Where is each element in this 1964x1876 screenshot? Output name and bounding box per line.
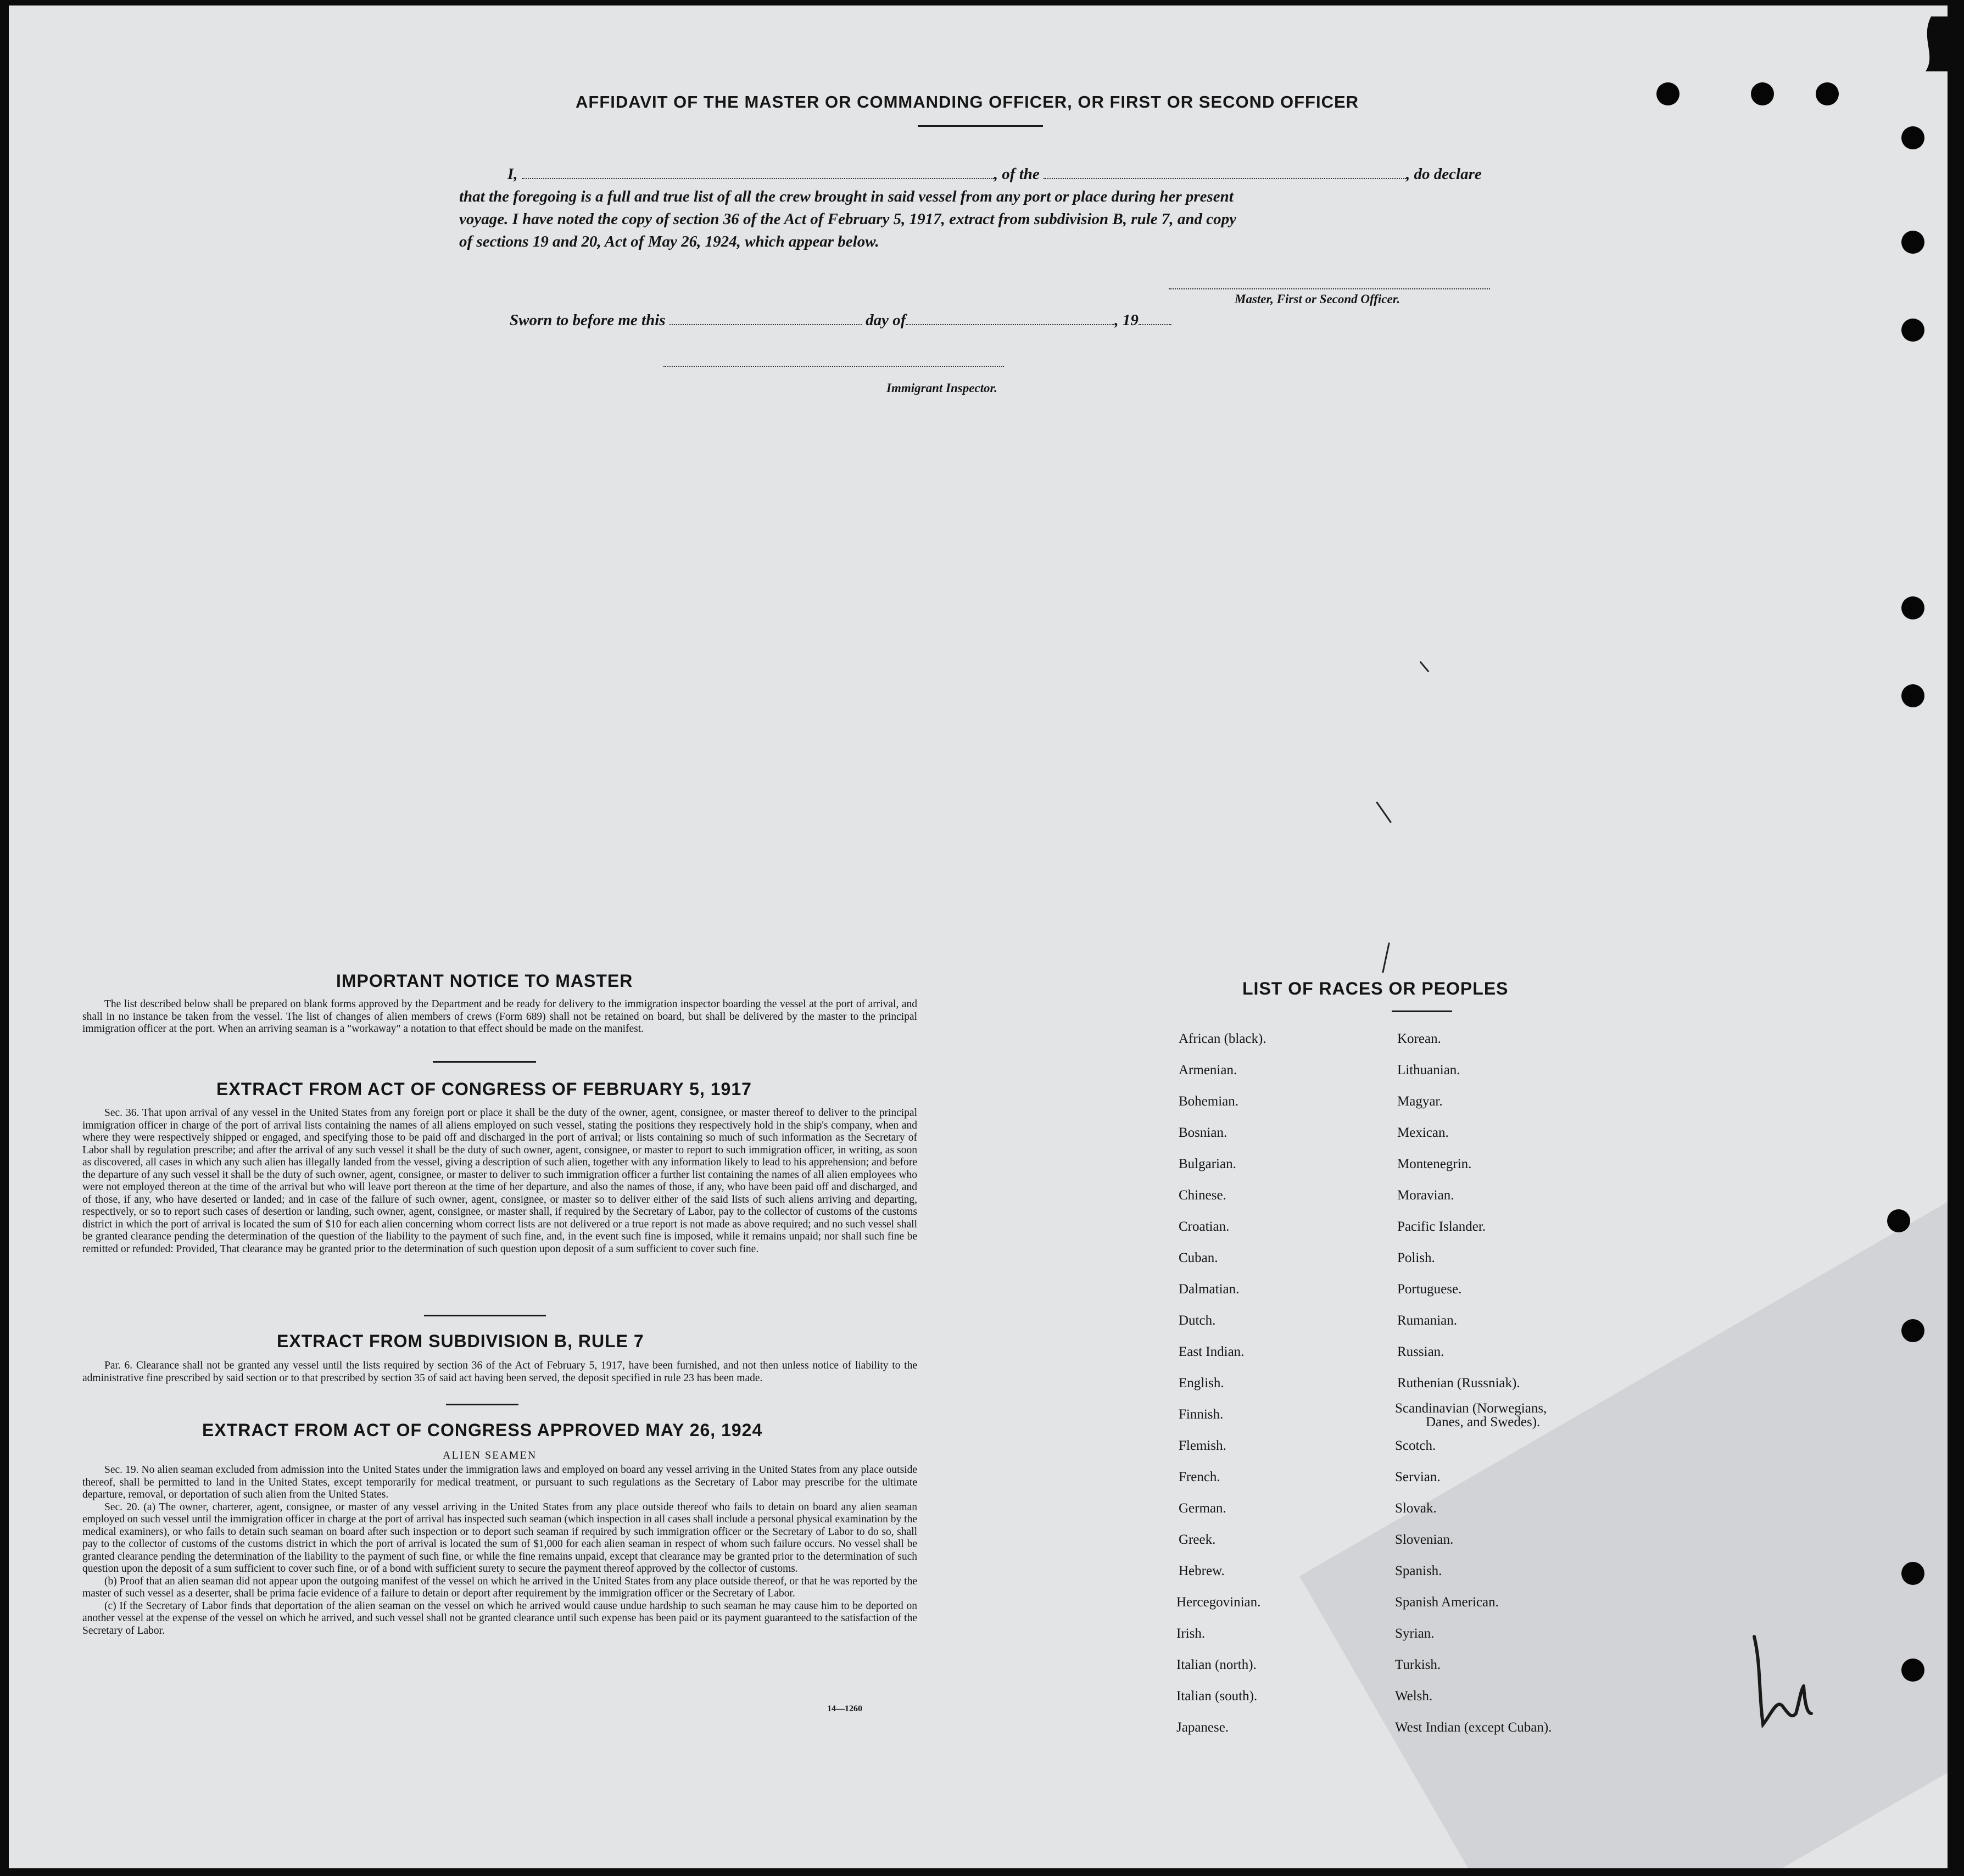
affidavit-of-label: , of the [994, 165, 1040, 183]
races-rule [1392, 1010, 1452, 1012]
race-item: Dalmatian. [1179, 1282, 1240, 1297]
race-item: African (black). [1179, 1031, 1266, 1046]
sec-19-paragraph: Sec. 19. No alien seaman excluded from admission into the United States under the immigration laws and employed on board any vessel arriving in the United States from any place outside thereof, shall be permitted to land in the United States, except temporarily for medical treatment, or pursuant to such regulations as the Secretary of Labor may prescribe for the ultimate departure, removal, or deportation of such alien from the United States. [82, 1464, 917, 1500]
race-item: Welsh. [1395, 1689, 1433, 1704]
sworn-label: Sworn to before me this [510, 311, 666, 329]
race-item: Moravian. [1397, 1188, 1454, 1203]
punch-hole [1901, 1659, 1924, 1682]
sworn-date-field[interactable] [669, 310, 862, 325]
sworn-year-field[interactable] [1139, 310, 1171, 325]
race-item: Dutch. [1179, 1313, 1216, 1328]
punch-hole [1901, 319, 1924, 342]
race-item: Scotch. [1395, 1438, 1436, 1453]
race-item: Russian. [1397, 1344, 1444, 1359]
affidavit-i-label: I, [507, 165, 518, 183]
punch-hole [1901, 1319, 1924, 1342]
race-item: Portuguese. [1397, 1282, 1462, 1297]
sec-20c-paragraph: (c) If the Secretary of Labor finds that deportation of the alien seaman on the vessel on which he arrived would cause undue hardship to such seaman he may cause him to be deported on another vessel at the expense of the vessel on which he arrived, and such vessel shall not be granted clearance until such expense has been paid or its payment guaranteed to the satisfaction of the Secretary of Labor. [82, 1600, 917, 1637]
race-item: East Indian. [1179, 1344, 1245, 1359]
act-1924-text [82, 1464, 917, 1637]
race-item: Mexican. [1397, 1125, 1449, 1140]
rule-7-title: EXTRACT FROM SUBDIVISION B, RULE 7 [277, 1331, 644, 1351]
race-item: German. [1179, 1501, 1226, 1516]
punch-hole [1901, 1562, 1924, 1585]
pen-mark [1420, 661, 1430, 672]
act-1917-text [82, 1107, 917, 1255]
race-item: Scandinavian (Norwegians, [1395, 1401, 1547, 1416]
race-item: Pacific Islander. [1397, 1219, 1486, 1234]
race-item: Finnish. [1179, 1407, 1224, 1422]
notice-title: IMPORTANT NOTICE TO MASTER [336, 971, 633, 991]
punch-hole [1901, 231, 1924, 254]
punch-hole [1816, 82, 1839, 105]
document-page [9, 5, 1948, 1868]
master-signature-line[interactable] [1169, 288, 1490, 289]
act-1917-rule [424, 1315, 546, 1316]
notice-text [82, 998, 917, 1036]
race-item: Danes, and Swedes). [1426, 1415, 1541, 1430]
punch-hole [1901, 126, 1924, 149]
race-item: Ruthenian (Russniak). [1397, 1376, 1520, 1391]
race-item: Greek. [1179, 1532, 1216, 1547]
race-item: Hebrew. [1179, 1564, 1225, 1578]
race-item: Spanish American. [1395, 1595, 1499, 1610]
race-item: Italian (south). [1176, 1689, 1258, 1704]
year-label: , 19 [1114, 311, 1139, 329]
punch-hole [1887, 1209, 1910, 1232]
race-item: Italian (north). [1176, 1657, 1257, 1672]
race-item: English. [1179, 1376, 1224, 1391]
rule-7-rule [446, 1404, 518, 1405]
inspector-signature-label: Immigrant Inspector. [886, 381, 997, 395]
race-item: Bohemian. [1179, 1094, 1239, 1109]
rule-7-text [82, 1360, 917, 1384]
notice-paragraph: The list described below shall be prepared on blank forms approved by the Department and be ready for delivery to the immigration inspector boarding the vessel at the port of arrival, and shall in no instance be taken from the vessel. The list of changes of alien members of crews (Form 689) shall not be retained on board, but shall be delivered by the master to the principal immigration officer at the port. When an arriving seaman is a "workaway" a notation to that effect should be made on the manifest. [82, 998, 917, 1035]
notice-rule [433, 1061, 536, 1063]
sec-20a-paragraph: Sec. 20. (a) The owner, charterer, agent, consignee, or master of any vessel arriving in the United States from any place outside thereof who fails to detain on board any alien seaman employed on such vessel until the immigration officer in charge at the port of arrival has inspected such seaman (which inspection in all cases shall include a personal physical examination by the medical examiners), or who fails to detain such seaman on board after such inspection or to deport such seaman if required by such immigration officer or the Secretary of Labor to do so, shall pay to the collector of customs of the customs district in which the port of arrival is located the sum of $1,000 for each alien seaman in respect of whom such failure occurs. No vessel shall be granted clearance pending the determination of the liability to the payment of such fine, or while the fine remains unpaid, except that clearance may be granted prior to the determination of such question upon the deposit of a sum sufficient to cover such fine, or of a bond with sufficient surety to secure the payment thereof approved by the collector of customs. [82, 1501, 917, 1575]
race-item: Bosnian. [1179, 1125, 1228, 1140]
race-item: Armenian. [1179, 1063, 1237, 1077]
affidavit-line2: that the foregoing is a full and true list of all the crew brought in said vessel from any port or place during her present [459, 188, 1234, 205]
race-item: Irish. [1176, 1626, 1206, 1641]
race-item: Japanese. [1176, 1720, 1229, 1735]
affidavit-title: AFFIDAVIT OF THE MASTER OR COMMANDING OFFICER, OR FIRST OR SECOND OFFICER [576, 92, 1359, 111]
race-item: Servian. [1395, 1470, 1441, 1484]
affidavit-line3: voyage. I have noted the copy of section 36 of the Act of February 5, 1917, extract from subdivision B, rule 7, and copy [459, 210, 1236, 228]
master-signature-label: Master, First or Second Officer. [1235, 292, 1401, 306]
torn-corner [1915, 16, 1948, 99]
race-item: Croatian. [1179, 1219, 1230, 1234]
race-item: Rumanian. [1397, 1313, 1458, 1328]
act-1917-title: EXTRACT FROM ACT OF CONGRESS OF FEBRUARY 5, 1917 [216, 1079, 752, 1099]
race-item: Flemish. [1179, 1438, 1226, 1453]
race-item: Polish. [1397, 1250, 1435, 1265]
race-item: West Indian (except Cuban). [1395, 1720, 1552, 1735]
punch-hole [1901, 684, 1924, 707]
race-item: Syrian. [1395, 1626, 1435, 1641]
inspector-signature-line[interactable] [663, 366, 1004, 367]
affidavit-declare-label: , do declare [1406, 165, 1482, 183]
punch-hole [1751, 82, 1774, 105]
race-item: Bulgarian. [1179, 1157, 1236, 1171]
sworn-month-field[interactable] [906, 310, 1114, 325]
name-field[interactable] [522, 164, 994, 179]
rule-7-paragraph: Par. 6. Clearance shall not be granted any vessel until the lists required by section 36 of the Act of February 5, 1917, have been furnished, and not then unless notice of liability to the administrative fine prescribed by said section or to that prescribed by section 35 of said act having been served, the deposit specified in rule 23 has been made. [82, 1360, 917, 1384]
race-item: Magyar. [1397, 1094, 1443, 1109]
pen-mark [1382, 942, 1390, 973]
sworn-line [510, 310, 1171, 330]
act-1924-title: EXTRACT FROM ACT OF CONGRESS APPROVED MAY 26, 1924 [202, 1420, 763, 1440]
form-number: 14—1260 [827, 1704, 862, 1713]
race-item: Lithuanian. [1397, 1063, 1460, 1077]
page-shadow [1299, 1192, 1948, 1868]
handwritten-mark [1739, 1631, 1832, 1741]
sec-20b-paragraph: (b) Proof that an alien seaman did not appear upon the outgoing manifest of the vessel on which he arrived in the United States from any place outside thereof, or that he was reported by the master of such vessel as a deserter, shall be prima facie evidence of a failure to detain or deport after requirement by the immigration officer or the Secretary of Labor. [82, 1575, 917, 1599]
races-title: LIST OF RACES OR PEOPLES [1242, 979, 1509, 998]
race-item: Spanish. [1395, 1564, 1442, 1578]
race-item: Hercegovinian. [1176, 1595, 1261, 1610]
race-item: Slovenian. [1395, 1532, 1454, 1547]
affidavit-title-rule [918, 125, 1043, 127]
day-of-label: day of [866, 311, 906, 329]
act-1917-paragraph: Sec. 36. That upon arrival of any vessel in the United States from any foreign port or place it shall be the duty of the owner, agent, consignee, or master thereof to deliver to the principal immigration officer in charge of the port of arrival lists containing the names of all aliens employed on such vessel, stating the positions they respectively hold in the ship's company, when and where they were respectively shipped or engaged, and specifying those to be paid off and discharged in the port of arrival; or lists containing so much of such information as the Secretary of Labor shall by regulation prescribe; and after the arrival of any such vessel it shall be the duty of such owner, agent, consignee, or master to report to such immigration officer, in writing, as soon as discovered, all cases in which any such alien has illegally landed from the vessel, giving a description of such alien, together with any information likely to lead to his apprehension; and before the departure of any such vessel it shall be the duty of such owner, agent, consignee, or master to deliver to such immigration officer a further list containing the names of all alien employees who were not employed thereon at the time of the arrival but who will leave port thereon at the time of her departure, and also the names of those, if any, who have been paid off and discharged, and of those, if any, who have deserted or landed; and in case of the failure of such owner, agent, consignee, or master so to deliver either of the said lists of such aliens arriving and departing, respectively, or so to report such cases of desertion or landing, such owner, agent, consignee, or master shall, if required by the Secretary of Labor, pay to the collector of customs of the customs district in which the port of arrival is located the sum of $10 for each alien concerning whom correct lists are not delivered or a true report is not made as above required; and no such vessel shall be granted clearance pending the determination of the question of the liability to the payment of such fine, and, in the event such fine is imposed, while it remains unpaid; nor shall such fine be remitted or refunded: Provided, That clearance may be granted prior to the determination of such question upon deposit of a sum sufficient to cover such fine. [82, 1107, 917, 1255]
alien-seamen-subtitle: ALIEN SEAMEN [443, 1449, 537, 1461]
race-item: Cuban. [1179, 1250, 1218, 1265]
race-item: Turkish. [1395, 1657, 1441, 1672]
affidavit-line4: of sections 19 and 20, Act of May 26, 1924, which appear below. [459, 233, 879, 250]
punch-hole [1656, 82, 1680, 105]
race-item: Montenegrin. [1397, 1157, 1472, 1171]
race-item: Chinese. [1179, 1188, 1226, 1203]
race-item: French. [1179, 1470, 1220, 1484]
race-item: Korean. [1397, 1031, 1441, 1046]
affidavit-line1 [507, 164, 1482, 183]
pen-mark [1376, 801, 1392, 823]
punch-hole [1901, 596, 1924, 619]
vessel-field[interactable] [1044, 164, 1406, 179]
race-item: Slovak. [1395, 1501, 1437, 1516]
